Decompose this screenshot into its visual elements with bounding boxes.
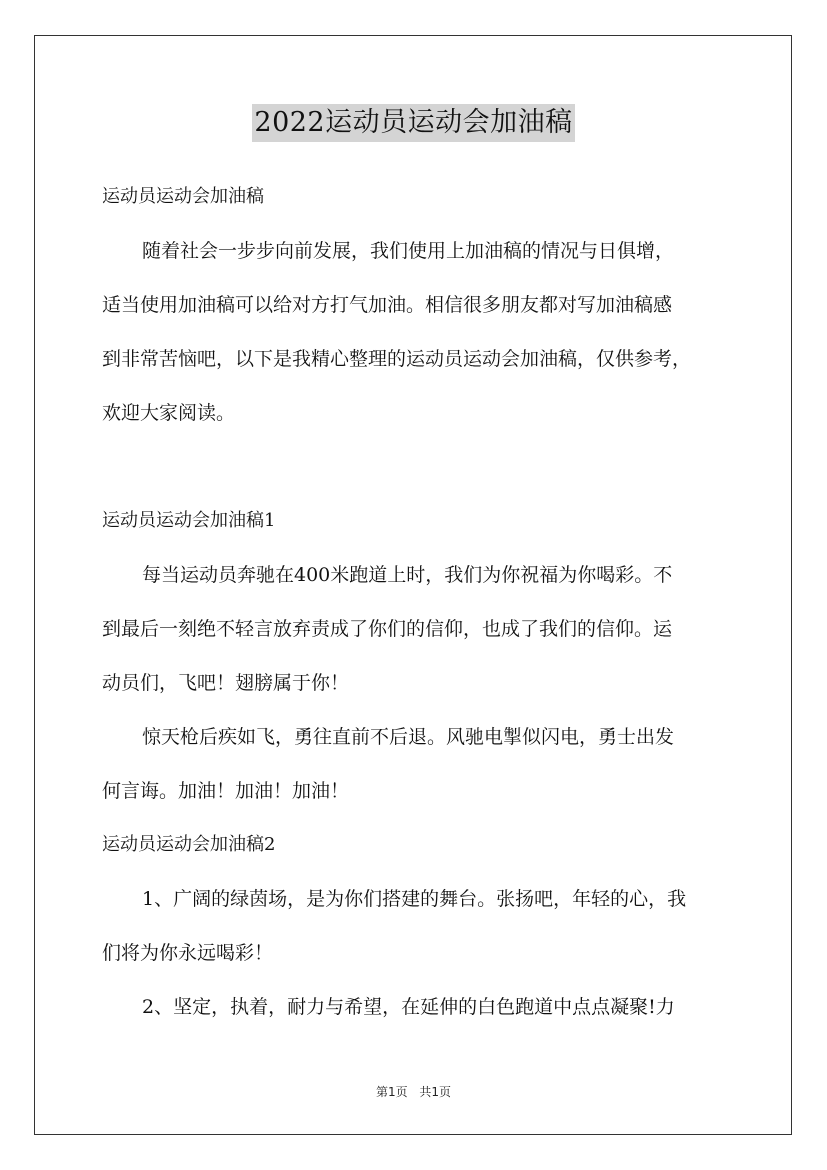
document-title: 2022运动员运动会加油稿	[252, 104, 574, 142]
title-container	[0, 104, 827, 142]
section2-heading: 运动员运动会加油稿2	[102, 834, 276, 855]
paragraph-line: 1、广阔的绿茵场，是为你们搭建的舞台。张扬吧，年轻的心，我	[142, 888, 687, 910]
document-body	[102, 170, 742, 1034]
section1-heading: 运动员运动会加油稿1	[102, 510, 276, 531]
spacer	[102, 440, 742, 494]
page-number: 第1页	[375, 1085, 408, 1099]
paragraph-line: 惊天枪后疾如飞，勇往直前不后退。风驰电掣似闪电，勇士出发	[142, 726, 675, 748]
paragraph-line: 到非常苦恼吧，以下是我精心整理的运动员运动会加油稿，仅供参考，	[102, 348, 692, 370]
page-total: 共1页	[419, 1085, 452, 1099]
paragraph-line: 们将为你永远喝彩！	[102, 942, 274, 964]
paragraph-line: 动员们，飞吧！翅膀属于你！	[102, 672, 350, 694]
intro-heading: 运动员运动会加油稿	[102, 186, 264, 207]
paragraph-line: 欢迎大家阅读。	[102, 402, 236, 424]
paragraph-line: 随着社会一步步向前发展，我们使用上加油稿的情况与日俱增，	[142, 240, 675, 262]
paragraph-line: 何言诲。加油！加油！加油！	[102, 780, 350, 802]
paragraph-line: 2、坚定，执着，耐力与希望，在延伸的白色跑道中点点凝聚!力	[142, 996, 675, 1018]
page-footer	[0, 1083, 827, 1100]
paragraph-line: 到最后一刻绝不轻言放弃责成了你们的信仰，也成了我们的信仰。运	[102, 618, 673, 640]
paragraph-line: 适当使用加油稿可以给对方打气加油。相信很多朋友都对写加油稿感	[102, 294, 673, 316]
paragraph-line: 每当运动员奔驰在400米跑道上时，我们为你祝福为你喝彩。不	[142, 564, 673, 586]
